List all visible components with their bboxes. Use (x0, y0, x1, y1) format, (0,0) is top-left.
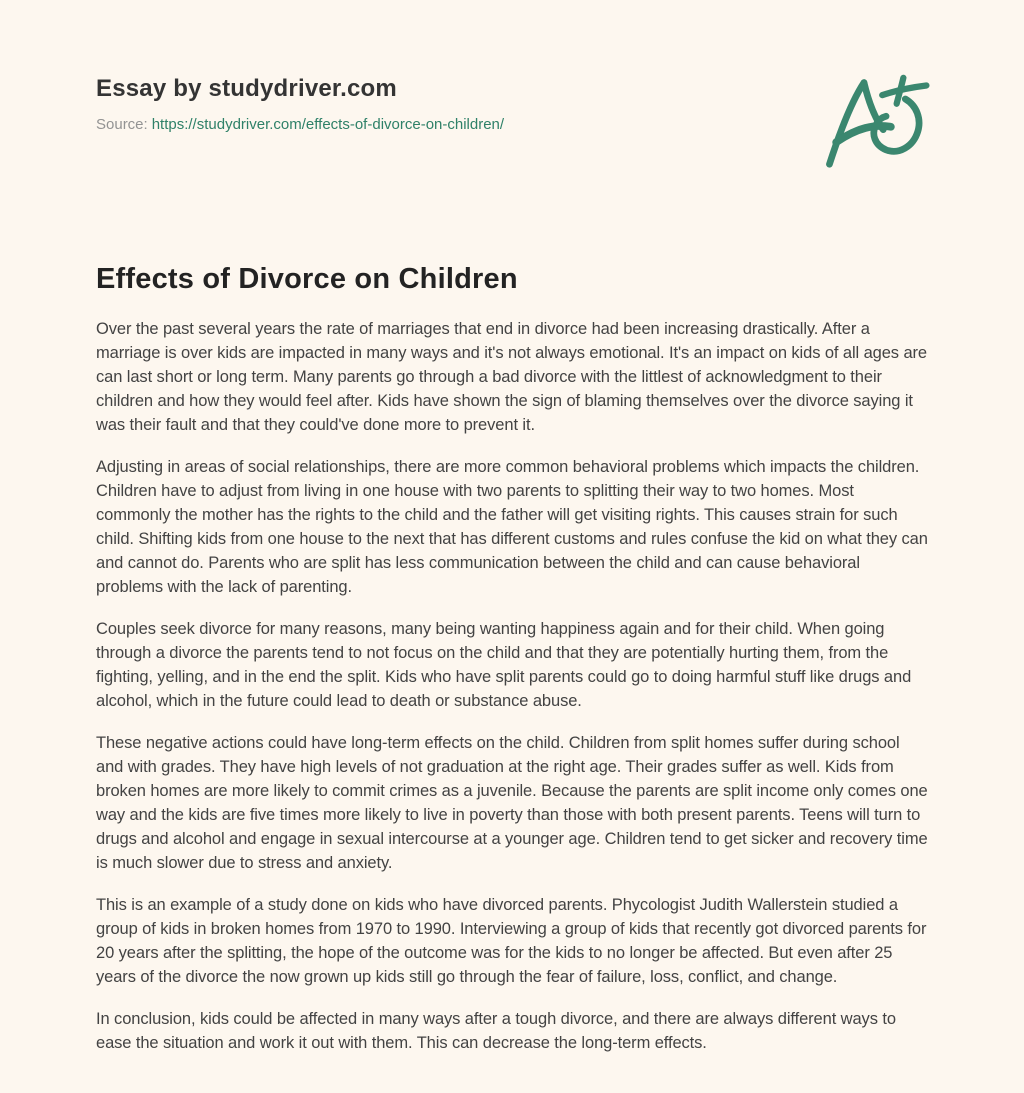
header-text-block (96, 72, 504, 133)
essay-main (96, 263, 932, 1055)
byline: Essay by studydriver.com (96, 75, 397, 102)
essay-paragraph: Couples seek divorce for many reasons, many being wanting happiness again and for their child. When going through a divorce the parents tend to not focus on the child and that they are potentially hurting them, from the fighting, yelling, and in the end the split. Kids who have split parents could go to doing harmful stuff like drugs and alcohol, which in the future could lead to death or substance abuse. (96, 620, 912, 710)
essay-paragraph: Over the past several years the rate of marriages that end in divorce had been increasing drastically. After a marriage is over kids are impacted in many ways and it's not always emotional. It's an impact on kids of all ages are can last short or long term. Many parents go through a bad divorce with the littlest of acknowledgment to their children and how they would feel after. Kids have shown the sign of blaming themselves over the divorce saying it was their fault and that they could've done more to prevent it. (96, 320, 927, 434)
essay-title: Effects of Divorce on Children (96, 263, 518, 295)
a-plus-logo-icon (820, 74, 932, 175)
essay-paragraph: These negative actions could have long-term effects on the child. Children from split homes suffer during school and with grades. They have high levels of not graduation at the right age. Their grades suffer as well. Kids from broken homes are more likely to commit crimes as a juvenile. Because the parents are split income only comes one way and the kids are five times more likely to live in poverty than those with both present parents. Teens will turn to drugs and alcohol and engage in sexual intercourse at a younger age. Children tend to get sicker and recovery time is much slower due to stress and anxiety. (96, 734, 928, 872)
essay-paragraph: In conclusion, kids could be affected in many ways after a tough divorce, and there are always different ways to ease the situation and work it out with them. This can decrease the long-term effects. (96, 1010, 896, 1052)
source-link[interactable]: https://studydriver.com/effects-of-divorce-on-children/ (151, 116, 505, 133)
essay-paragraph: This is an example of a study done on kids who have divorced parents. Phycologist Judith Wallerstein studied a group of kids in broken homes from 1970 to 1990. Interviewing a group of kids that recently got divorced parents for 20 years after the splitting, the hope of the outcome was for the kids to no longer be affected. But even after 25 years of the divorce the now grown up kids still go through the fear of failure, loss, conflict, and change. (96, 896, 927, 986)
page-header (96, 72, 932, 168)
source-line (96, 116, 504, 133)
source-label: Source: (96, 116, 148, 133)
essay-body (96, 317, 932, 1055)
essay-paragraph: Adjusting in areas of social relationships, there are more common behavioral problems which impacts the children. Children have to adjust from living in one house with two parents to splitting their way to two homes. Most commonly the mother has the rights to the child and the father will get visiting rights. This causes strain for such child. Shifting kids from one house to the next that has different customs and rules confuse the kid on what they can and cannot do. Parents who are split has less communication between the child and can cause behavioral problems with the lack of parenting. (96, 458, 928, 596)
